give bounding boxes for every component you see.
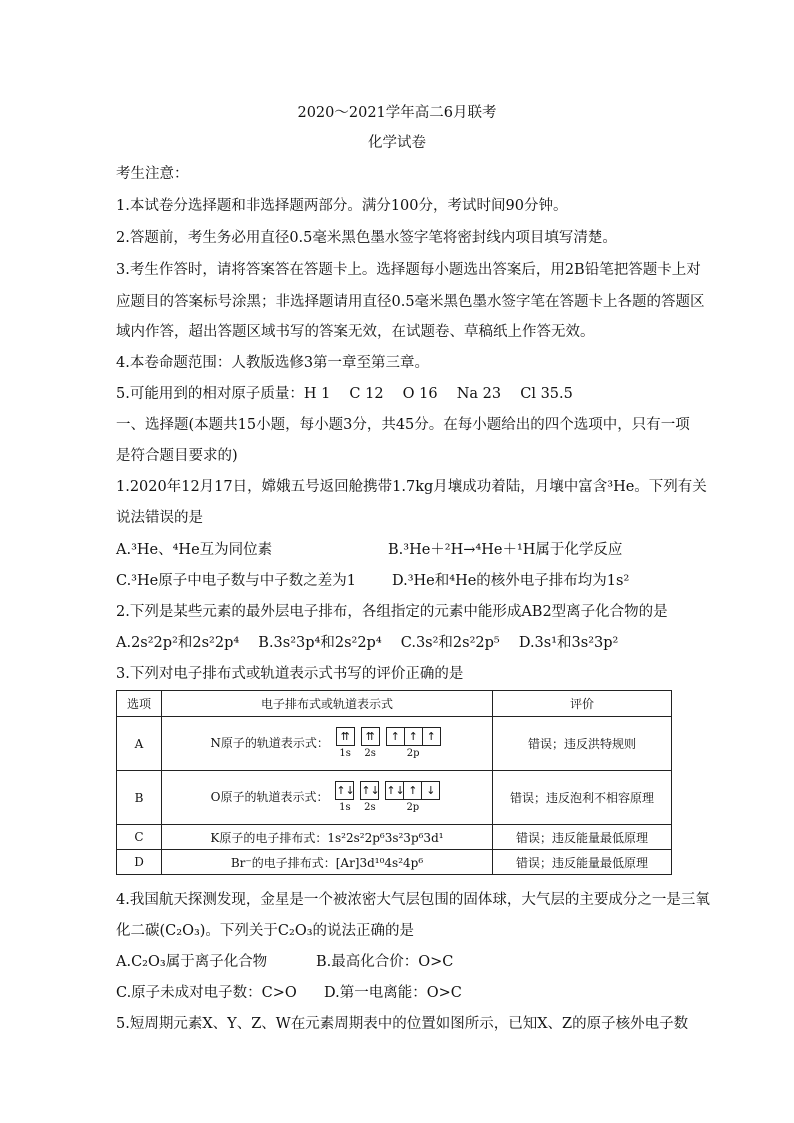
orbital-box: ↑ <box>404 727 423 746</box>
notice-item: 2.答题前，考生务必用直径0.5毫米黑色墨水签字笔将密封线内项目填写清楚。 <box>116 230 617 246</box>
orbital-box: ↑ <box>403 781 422 800</box>
orbital-box: ↑↓ <box>335 781 354 800</box>
orbital-box: ⇈ <box>361 727 380 746</box>
orbital-label: 2s <box>364 748 376 759</box>
q4-option-d: D.第一电离能：O>C <box>324 985 462 1001</box>
subject-title: 化学试卷 <box>368 135 426 151</box>
evaluation-table <box>116 690 672 875</box>
notice-item: 3.考生作答时，请将答案答在答题卡上。选择题每小题选出答案后，用2B铅笔把答题卡上对 <box>116 262 701 278</box>
orbital-diagram-o <box>332 781 443 814</box>
q4-option-c: C.原子未成对电子数：C>O <box>116 985 297 1001</box>
table-row <box>117 717 672 771</box>
q1-option-b: B.³He＋²H→⁴He＋¹H属于化学反应 <box>388 542 623 558</box>
row-option: A <box>117 717 162 771</box>
table-row <box>117 850 672 875</box>
exam-title: 2020～2021学年高二6月联考 <box>297 105 497 121</box>
row-expression: K原子的电子排布式：1s²2s²2p⁶3s²3p⁶3d¹ <box>162 825 493 850</box>
row-expression <box>162 717 493 771</box>
orbital-label: 2p <box>406 748 420 759</box>
question-5-stem: 5.短周期元素X、Y、Z、W在元素周期表中的位置如图所示，已知X、Z的原子核外电子数 <box>116 1016 689 1032</box>
table-header: 电子排布式或轨道表示式 <box>162 691 493 717</box>
row-expression <box>162 771 493 825</box>
row-evaluation: 错误；违反能量最低原理 <box>493 825 672 850</box>
table-row <box>117 825 672 850</box>
row-option: D <box>117 850 162 875</box>
q4-option-b: B.最高化合价：O>C <box>316 954 454 970</box>
orbital-box: ⇈ <box>336 727 355 746</box>
orbital-box: ↑↓ <box>385 781 404 800</box>
orbital-label: 2p <box>406 802 420 813</box>
table-header: 选项 <box>117 691 162 717</box>
row-option: C <box>117 825 162 850</box>
orbital-diagram-n <box>333 727 444 760</box>
row-evaluation: 错误；违反泡利不相容原理 <box>493 771 672 825</box>
section-heading: 一、选择题(本题共15小题，每小题3分，共45分。在每小题给出的四个选项中，只有一项 <box>116 417 690 433</box>
question-4-stem-cont: 化二碳(C₂O₃)。下列关于C₂O₃的说法正确的是 <box>116 923 415 939</box>
row-option: B <box>117 771 162 825</box>
orbital-label: 2s <box>364 802 376 813</box>
orbital-label: 1s <box>339 802 351 813</box>
q1-option-c: C.³He原子中电子数与中子数之差为1 <box>116 573 356 589</box>
notice-item: 域内作答，超出答题区域书写的答案无效，在试题卷、草稿纸上作答无效。 <box>116 324 595 340</box>
q4-option-a: A.C₂O₃属于离子化合物 <box>116 954 268 970</box>
table-header-row <box>117 691 672 717</box>
section-heading-cont: 是符合题目要求的) <box>116 448 238 464</box>
notice-item: 应题目的答案标号涂黑；非选择题请用直径0.5毫米黑色墨水签字笔在答题卡上各题的答题区 <box>116 294 705 310</box>
q1-option-a: A.³He、⁴He互为同位素 <box>116 542 273 558</box>
table-row <box>117 771 672 825</box>
notice-item: 5.可能用到的相对原子质量：H 1 C 12 O 16 Na 23 Cl 35.5 <box>116 386 573 402</box>
question-1-stem-cont: 说法错误的是 <box>116 510 203 526</box>
question-1-stem: 1.2020年12月17日，嫦娥五号返回舱携带1.7kg月壤成功着陆，月壤中富含³He。下列有关 <box>116 479 707 495</box>
q2-options: A.2s²2p²和2s²2p⁴ B.3s²3p⁴和2s²2p⁴ C.3s²和2s²2p⁵ D.3s¹和3s²3p² <box>116 635 619 651</box>
orbital-box: ↑↓ <box>360 781 379 800</box>
row-evaluation: 错误；违反洪特规则 <box>493 717 672 771</box>
orbital-box: ↑ <box>422 727 441 746</box>
question-2-stem: 2.下列是某些元素的最外层电子排布，各组指定的元素中能形成AB2型离子化合物的是 <box>116 604 668 620</box>
notice-item: 1.本试卷分选择题和非选择题两部分。满分100分，考试时间90分钟。 <box>116 198 568 214</box>
notice-heading: 考生注意： <box>116 166 189 182</box>
row-evaluation: 错误；违反能量最低原理 <box>493 850 672 875</box>
orbital-box: ↓ <box>421 781 440 800</box>
row-expression: Br⁻的电子排布式：[Ar]3d¹⁰4s²4p⁶ <box>162 850 493 875</box>
question-3-stem: 3.下列对电子排布式或轨道表示式书写的评价正确的是 <box>116 666 464 682</box>
table-header: 评价 <box>493 691 672 717</box>
orbital-label: 1s <box>339 748 351 759</box>
expr-text: N原子的轨道表示式： <box>210 736 329 750</box>
orbital-box: ↑ <box>386 727 405 746</box>
q1-option-d: D.³He和⁴He的核外电子排布均为1s² <box>392 573 630 589</box>
notice-item: 4.本卷命题范围：人教版选修3第一章至第三章。 <box>116 355 430 371</box>
expr-text: O原子的轨道表示式： <box>210 790 329 804</box>
question-4-stem: 4.我国航天探测发现，金星是一个被浓密大气层包围的固体球，大气层的主要成分之一是三氧 <box>116 892 710 908</box>
